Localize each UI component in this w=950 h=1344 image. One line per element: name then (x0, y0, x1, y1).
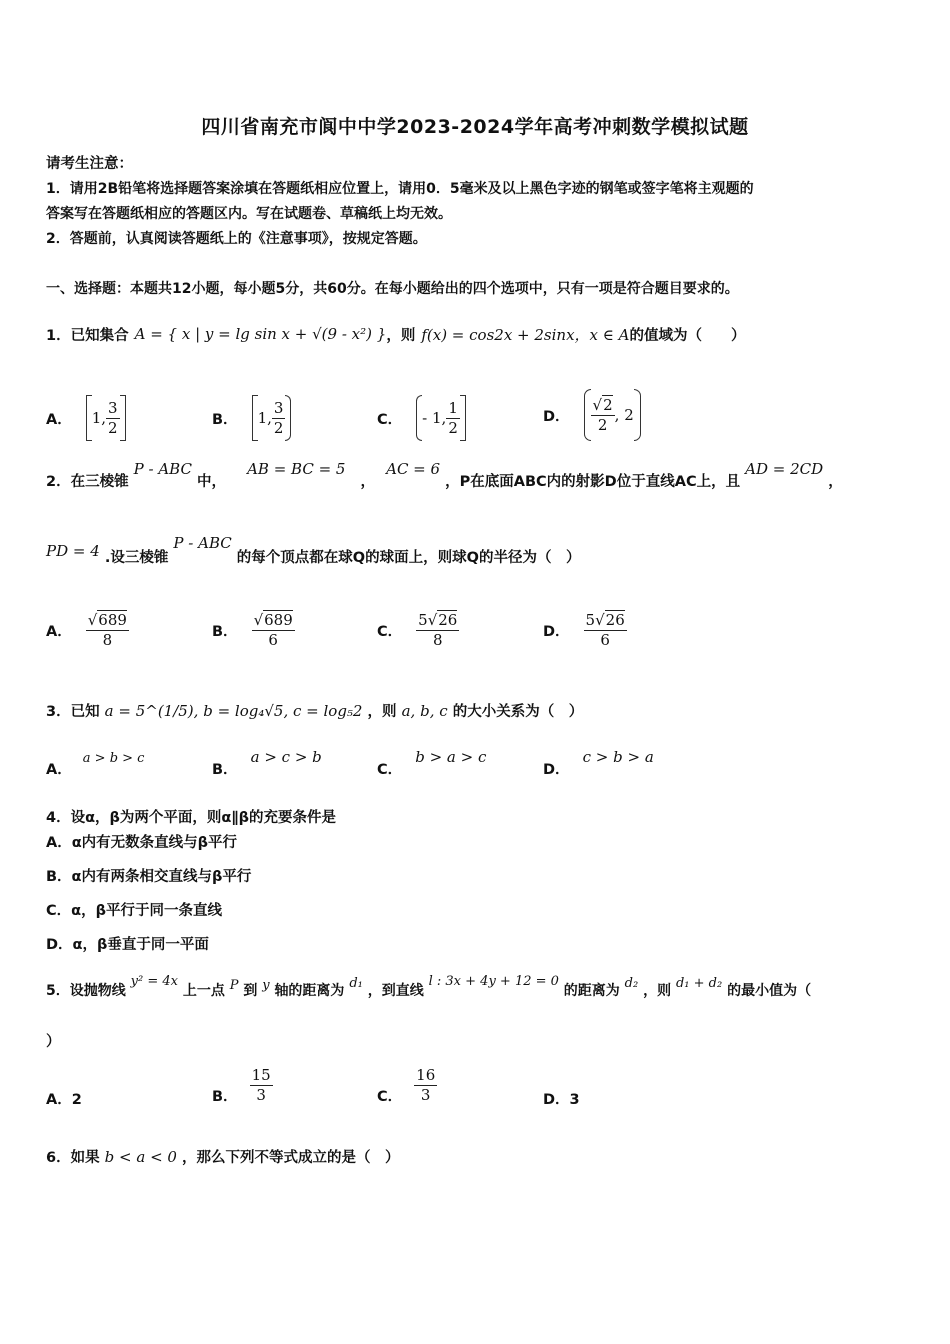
q1-set: A = { x | y = lg sin x + √(9 - x²) } (134, 325, 387, 343)
q3-option-b-text: a > c > b (250, 748, 322, 766)
q1-suffix: 的值域为（ ） (629, 327, 746, 344)
q5-option-d-label: D． (543, 1092, 570, 1108)
q1-option-b-label: B． (212, 411, 238, 428)
q2-option-d-label: D． (543, 623, 570, 640)
q2-option-b-label: B． (212, 623, 238, 640)
q5-option-b-label: B． (212, 1088, 238, 1105)
question-2-line-2 (46, 534, 581, 567)
q6-suffix: ，那么下列不等式成立的是（ ） (182, 1150, 400, 1166)
q1-option-c[interactable] (377, 392, 466, 444)
q3-option-a-text: a > b > c (82, 751, 145, 766)
q1-option-c-math: - 1, $\frac{1}{2}$ (416, 395, 466, 441)
q3-option-b-label: B． (212, 762, 238, 778)
q5-point: P (229, 978, 239, 993)
q2-ab: AB = BC = 5 (247, 460, 346, 478)
question-4: 4．设α，β为两个平面，则α∥β的充要条件是 (46, 810, 337, 826)
q5-p7: ，则 (643, 983, 672, 999)
q5-d2: d₂ (624, 976, 639, 991)
q4-option-a[interactable]: A．α内有无数条直线与β平行 (46, 835, 238, 851)
q3-option-b[interactable] (212, 746, 322, 778)
q2-option-c[interactable] (377, 604, 459, 656)
q2-comma: ， (360, 474, 376, 490)
q2-mid1: 中， (197, 474, 227, 490)
q2-ad: AD = 2CD (745, 460, 824, 478)
q4-option-d[interactable]: D．α，β垂直于同一平面 (46, 937, 209, 953)
question-6 (46, 1146, 400, 1167)
q5-p1: 5．设抛物线 (46, 983, 126, 999)
q5-parabola: y² = 4x (130, 974, 178, 989)
q5-option-b-math: $\frac{15}{3}$ (251, 1065, 271, 1104)
q2-mid2: ，P在底面ABC内的射影D位于直线AC上，且 (445, 474, 741, 490)
q5-y: y (262, 978, 270, 993)
q5-p4: 轴的距离为 (274, 983, 345, 999)
q1-prefix: 1．已知集合 (46, 327, 129, 344)
q2-option-d[interactable] (543, 604, 627, 656)
q2-option-d-math: $\frac{5√26}{6}$ (585, 610, 625, 649)
q1-option-a-math: 1, $\frac{3}{2}$ (86, 395, 126, 441)
q5-option-d-value: 3 (569, 1092, 580, 1108)
q2-prefix: 2．在三棱锥 (46, 474, 129, 490)
q5-p5: ，到直线 (367, 983, 424, 999)
q3-prefix: 3．已知 (46, 704, 100, 720)
q5-option-b[interactable] (212, 1062, 273, 1108)
q5-option-c[interactable] (377, 1062, 437, 1108)
q2-pyramid-2: P - ABC (173, 534, 232, 552)
q1-function: f(x) = cos2x + 2sinx，x ∈ A (421, 325, 630, 344)
q3-option-d-label: D． (543, 762, 570, 778)
q5-p8: 的最小值为（ (727, 983, 812, 999)
q5-d1: d₁ (349, 976, 363, 991)
q3-option-a[interactable] (46, 746, 145, 778)
q5-p3: 到 (243, 983, 258, 999)
q2-option-c-label: C． (377, 623, 403, 640)
q5-close-paren: ） (46, 1034, 61, 1050)
q1-option-b[interactable] (212, 392, 291, 444)
q2-option-a-label: A． (46, 623, 72, 640)
notice-heading: 请考生注意： (46, 156, 133, 172)
q5-sum: d₁ + d₂ (675, 976, 723, 991)
q1-option-a-label: A． (46, 411, 72, 428)
q3-option-d[interactable] (543, 746, 654, 778)
q3-option-a-label: A． (46, 762, 72, 778)
q6-condition: b < a < 0 (104, 1148, 177, 1166)
notice-item-1a: 1．请用2B铅笔将选择题答案涂填在答题纸相应位置上，请用0．5毫米及以上黑色字迹的钢笔或签字笔将主观题的 (46, 181, 754, 197)
q1-option-d-math: $\frac{√2}{2}$ , 2 (584, 389, 641, 441)
q4-option-b[interactable]: B．α内有两条相交直线与β平行 (46, 869, 252, 885)
q6-prefix: 6．如果 (46, 1150, 100, 1166)
section-1-heading: 一、选择题：本题共12小题，每小题5分，共60分。在每小题给出的四个选项中，只有一项是符合题目要求的。 (46, 281, 739, 297)
page-title: 四川省南充市阆中中学2023-2024学年高考冲刺数学模拟试题 (201, 116, 749, 138)
q1-option-a[interactable] (46, 392, 126, 444)
q2-option-a[interactable] (46, 604, 129, 656)
q5-option-d[interactable] (543, 1088, 580, 1109)
q2-pyramid: P - ABC (133, 460, 192, 478)
q3-option-c-text: b > a > c (415, 748, 487, 766)
q5-p2: 上一点 (182, 983, 225, 999)
q3-option-c[interactable] (377, 746, 487, 778)
q5-option-c-label: C． (377, 1088, 403, 1105)
q1-mid: ，则 (386, 327, 416, 344)
q2-end: ， (828, 474, 843, 490)
q1-option-b-math: 1, $\frac{3}{2}$ (252, 395, 292, 441)
q5-line: l : 3x + 4y + 12 = 0 (428, 974, 559, 989)
q3-expression: a = 5^(1/5), b = log₄√5, c = log₅2 (104, 702, 363, 720)
q2-line2-mid: .设三棱锥 (104, 550, 169, 566)
q2-ac: AC = 6 (386, 460, 441, 478)
q1-option-c-label: C． (377, 411, 403, 428)
q5-option-c-math: $\frac{16}{3}$ (416, 1065, 436, 1104)
q3-suffix: 的大小关系为（ ） (452, 704, 584, 720)
q3-mid: ，则 (367, 704, 397, 720)
notice-item-1b: 答案写在答题纸相应的答题区内。写在试题卷、草稿纸上均无效。 (46, 206, 452, 222)
question-1 (46, 312, 745, 356)
q2-line2-end: 的每个顶点都在球Q的球面上，则球Q的半径为（ ） (236, 550, 581, 566)
q5-option-a-value: 2 (71, 1092, 82, 1108)
question-2-line-1 (46, 460, 843, 491)
q2-option-c-math: $\frac{5√26}{8}$ (418, 610, 458, 649)
q3-option-d-text: c > b > a (582, 748, 654, 766)
q4-option-c[interactable]: C．α，β平行于同一条直线 (46, 903, 222, 919)
q2-pd: PD = 4 (46, 542, 100, 560)
q5-option-a-label: A． (46, 1092, 72, 1108)
q5-option-a[interactable] (46, 1088, 82, 1109)
q2-option-b[interactable] (212, 604, 295, 656)
q1-option-d[interactable] (543, 386, 641, 444)
q5-p6: 的距离为 (563, 983, 620, 999)
q3-vars: a, b, c (401, 702, 448, 720)
q3-option-c-label: C． (377, 762, 403, 778)
question-5 (46, 974, 812, 1000)
q1-option-d-label: D． (543, 408, 570, 425)
q2-option-b-math: $\frac{√689}{6}$ (253, 610, 293, 649)
question-3 (46, 700, 583, 721)
notice-item-2: 2．答题前，认真阅读答题纸上的《注意事项》，按规定答题。 (46, 231, 427, 247)
q2-option-a-math: $\frac{√689}{8}$ (87, 610, 127, 649)
